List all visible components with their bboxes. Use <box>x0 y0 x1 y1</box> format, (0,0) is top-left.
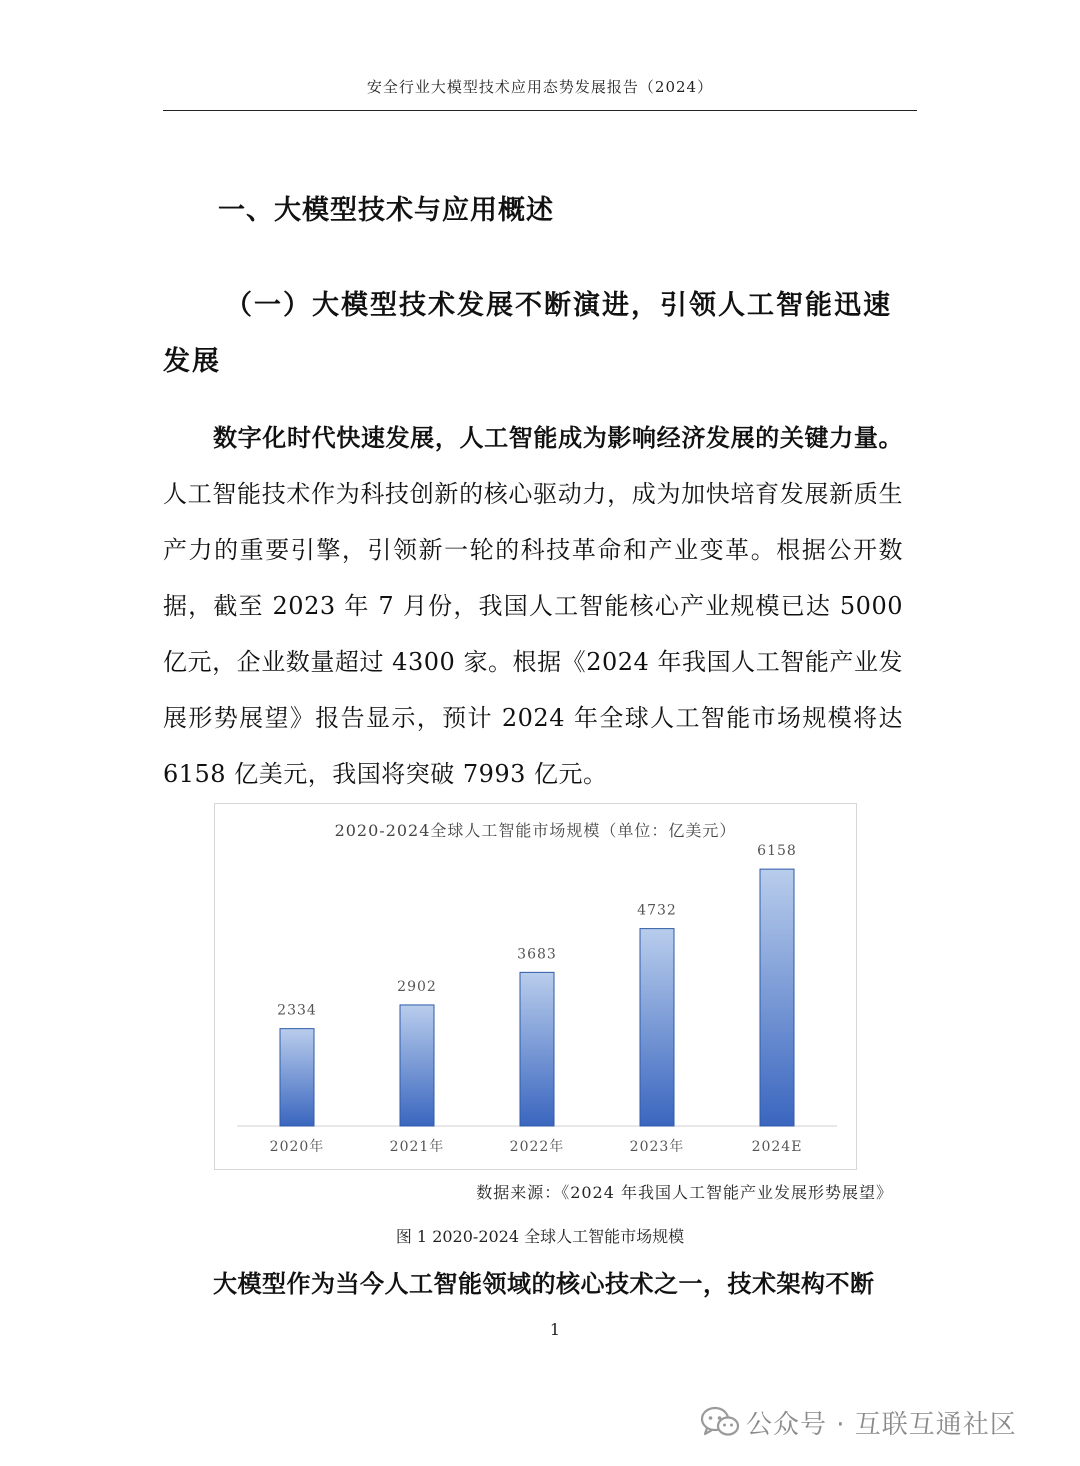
section-heading: 一、大模型技术与应用概述 <box>218 195 554 226</box>
paragraph-body: 人工智能技术作为科技创新的核心驱动力，成为加快培育发展新质生产力的重要引擎，引领新一轮的科技革命和产业变革。根据公开数据，截至 2023 年 7 月份，我国人工智能核心产业规模已达 5000 亿元，企业数量超过 4300 家。根据《2024 年我国人工智能产业发展形势展望》报告显示，预计 2024 年全球人工智能市场规模将达 6158 亿美元，我国将突破 7993 亿元。 <box>163 480 903 788</box>
x-tick-label: 2020年 <box>269 1139 325 1155</box>
data-label: 3683 <box>517 946 557 963</box>
x-tick-label: 2022年 <box>509 1139 565 1155</box>
body-paragraph <box>163 410 903 802</box>
watermark <box>700 1402 1017 1442</box>
wechat-icon <box>700 1406 740 1438</box>
bar-2022年 <box>520 972 554 1126</box>
bar-2024E <box>760 869 794 1126</box>
paragraph-lead-sentence: 数字化时代快速发展，人工智能成为影响经济发展的关键力量。 <box>213 424 903 452</box>
watermark-text: 公众号 · 互联互通社区 <box>746 1409 1017 1440</box>
subsection-heading: （一）大模型技术发展不断演进，引领人工智能迅速发展 <box>163 290 892 377</box>
chart-title: 2020-2024全球人工智能市场规模（单位：亿美元） <box>334 821 737 840</box>
page-number: 1 <box>549 1320 561 1339</box>
x-tick-label: 2021年 <box>389 1139 445 1155</box>
body-paragraph-continued: 大模型作为当今人工智能领域的核心技术之一，技术架构不断 <box>213 1270 875 1298</box>
bar-2020年 <box>280 1029 314 1126</box>
data-label: 6158 <box>757 843 797 860</box>
data-label: 2902 <box>397 978 437 995</box>
bar-2023年 <box>640 929 674 1126</box>
bar-chart <box>214 803 857 1170</box>
x-tick-label: 2023年 <box>629 1139 685 1155</box>
header-divider <box>163 110 917 111</box>
bar-2021年 <box>400 1005 434 1126</box>
data-source-note: 数据来源：《2024 年我国人工智能产业发展形势展望》 <box>476 1183 893 1202</box>
chart-canvas <box>215 804 856 1169</box>
page-header: 安全行业大模型技术应用态势发展报告（2024） <box>366 78 714 96</box>
data-label: 4732 <box>637 902 677 919</box>
figure-caption: 图 1 2020-2024 全球人工智能市场规模 <box>395 1227 685 1246</box>
x-tick-label: 2024E <box>751 1139 803 1155</box>
data-label: 2334 <box>277 1002 317 1019</box>
